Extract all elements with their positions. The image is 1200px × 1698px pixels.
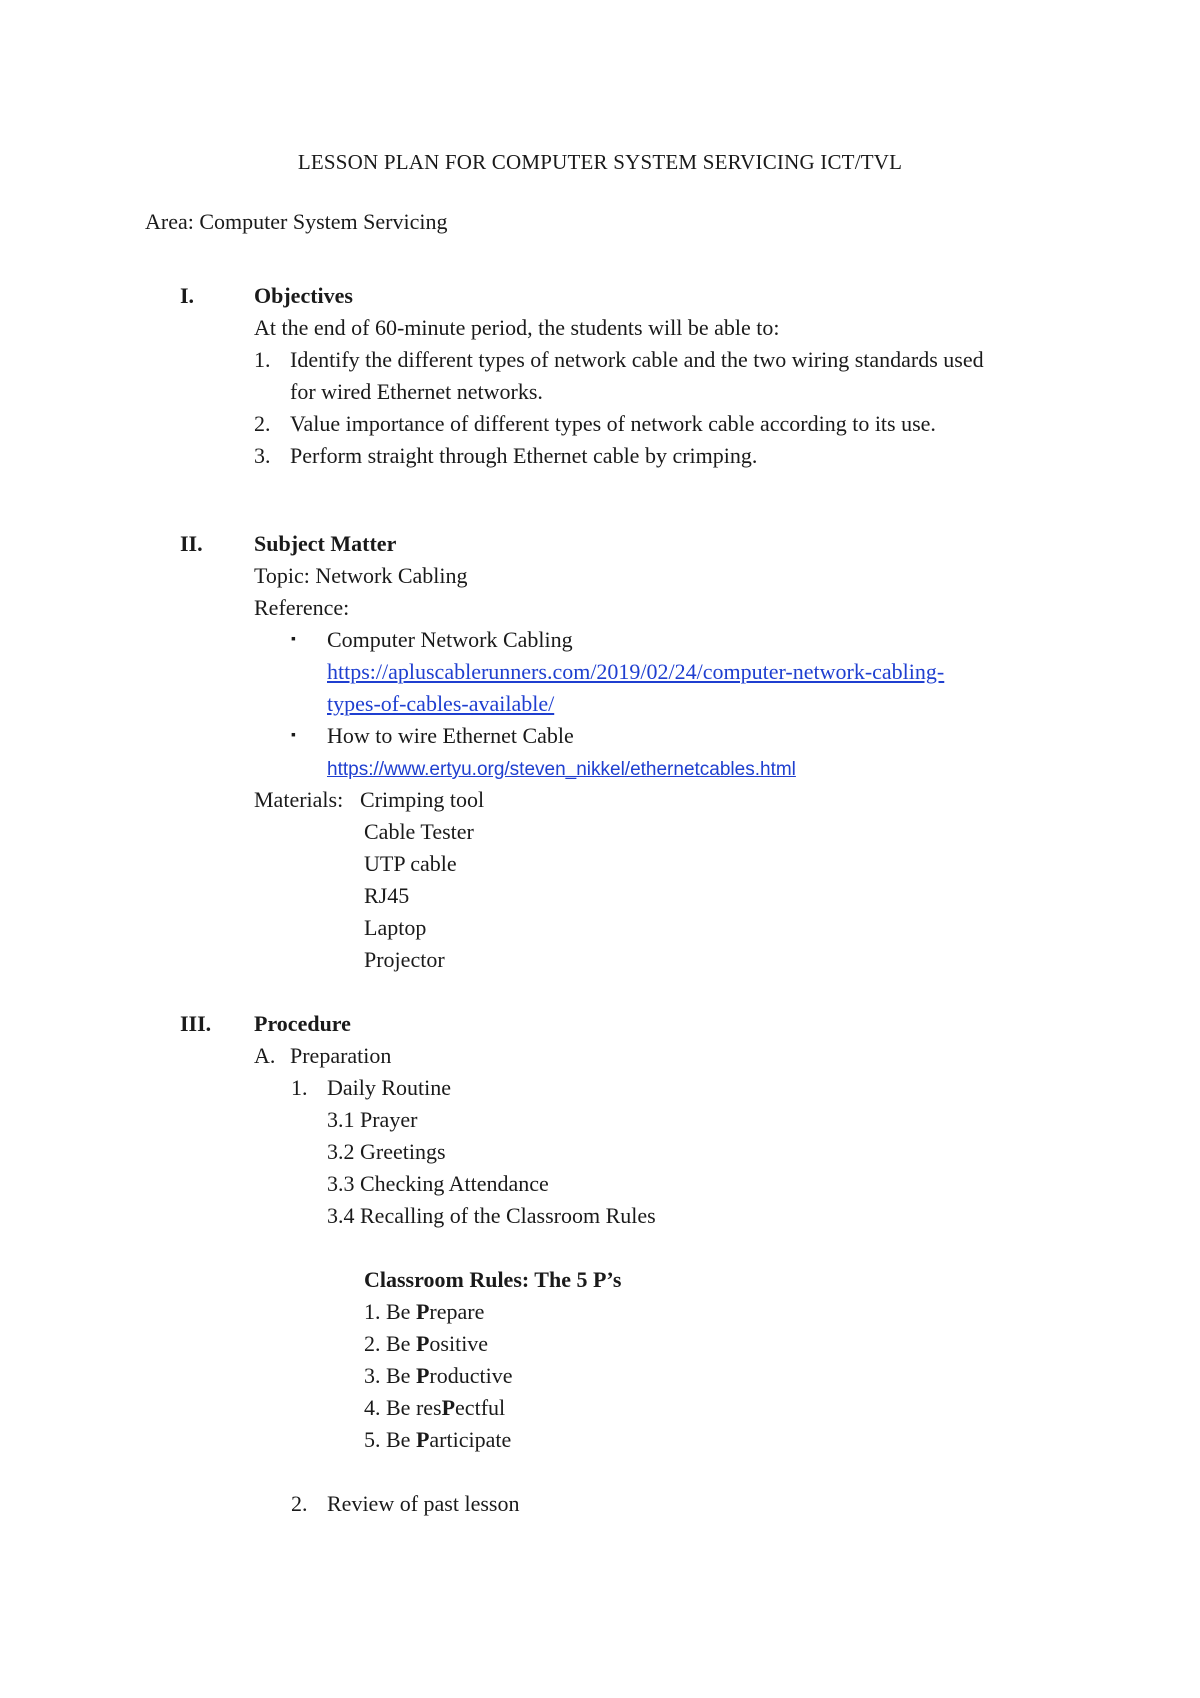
area-line: Area: Computer System Servicing	[145, 209, 448, 234]
rule-prefix: 1. Be	[364, 1299, 416, 1324]
reference-link-line[interactable]	[327, 752, 796, 786]
rule-bold-letter: P	[415, 1299, 430, 1324]
rule-bold-letter: P	[415, 1363, 430, 1388]
routine-item: 3.1 Prayer	[327, 1107, 418, 1132]
step-number: 2.	[291, 1491, 308, 1516]
material-item: RJ45	[364, 883, 410, 908]
objective-text-continued: for wired Ethernet networks.	[290, 379, 543, 404]
rule-prefix: 5. Be	[364, 1427, 416, 1452]
classroom-rules-heading: Classroom Rules: The 5 P’s	[364, 1267, 622, 1292]
document-title: LESSON PLAN FOR COMPUTER SYSTEM SERVICING ICT/TVL	[297, 150, 903, 174]
section-number-objectives: I.	[180, 283, 195, 308]
step-label: Daily Routine	[327, 1075, 452, 1100]
reference-link-continued[interactable]: types-of-cables-available/	[327, 691, 555, 716]
reference-link[interactable]: https://apluscablerunners.com/2019/02/24/computer-network-cabling-	[327, 659, 945, 684]
topic-line: Topic: Network Cabling	[254, 563, 468, 588]
step-number: 1.	[291, 1075, 308, 1100]
section-heading-objectives: Objectives	[254, 283, 353, 308]
material-item: Laptop	[364, 915, 427, 940]
part-letter: A.	[254, 1043, 276, 1068]
routine-item: 3.4 Recalling of the Classroom Rules	[327, 1203, 656, 1228]
reference-link[interactable]: https://www.ertyu.org/steven_nikkel/ethernetcables.html	[327, 759, 796, 780]
objective-number: 1.	[254, 347, 271, 372]
square-bullet-icon: ▪	[291, 728, 296, 743]
section-heading-subject-matter: Subject Matter	[254, 531, 397, 556]
classroom-rule	[364, 1360, 513, 1392]
part-label: Preparation	[290, 1043, 392, 1068]
section-number-subject-matter: II.	[180, 531, 203, 556]
material-item: Crimping tool	[360, 787, 485, 812]
rule-suffix: roductive	[429, 1363, 513, 1388]
rule-prefix: 3. Be	[364, 1363, 416, 1388]
reference-link-line[interactable]	[327, 688, 554, 720]
rule-bold-letter: P	[415, 1331, 430, 1356]
rule-bold-letter: P	[415, 1427, 430, 1452]
rule-suffix: repare	[429, 1299, 485, 1324]
materials-label: Materials:	[254, 787, 344, 812]
material-item: Projector	[364, 947, 445, 972]
objective-number: 2.	[254, 411, 271, 436]
rule-prefix: 2. Be	[364, 1331, 416, 1356]
reference-label: Reference:	[254, 595, 350, 620]
section-heading-procedure: Procedure	[254, 1011, 351, 1036]
rule-bold-letter: P	[441, 1395, 456, 1420]
classroom-rule	[364, 1328, 488, 1360]
classroom-rule	[364, 1424, 511, 1456]
classroom-rule	[364, 1296, 484, 1328]
objective-text: Identify the different types of network cable and the two wiring standards used	[290, 347, 984, 372]
objectives-intro: At the end of 60-minute period, the students will be able to:	[254, 315, 780, 340]
reference-title: Computer Network Cabling	[327, 627, 573, 652]
section-number-procedure: III.	[180, 1011, 212, 1036]
objective-number: 3.	[254, 443, 271, 468]
square-bullet-icon: ▪	[291, 632, 296, 647]
routine-item: 3.2 Greetings	[327, 1139, 446, 1164]
objective-text: Value importance of different types of network cable according to its use.	[290, 411, 936, 436]
routine-item: 3.3 Checking Attendance	[327, 1171, 549, 1196]
rule-suffix: articipate	[429, 1427, 512, 1452]
material-item: Cable Tester	[364, 819, 474, 844]
step-label: Review of past lesson	[327, 1491, 520, 1516]
rule-prefix: 4. Be res	[364, 1395, 442, 1420]
reference-link-line[interactable]	[327, 656, 944, 688]
material-item: UTP cable	[364, 851, 457, 876]
rule-suffix: ositive	[429, 1331, 489, 1356]
classroom-rule	[364, 1392, 505, 1424]
rule-suffix: ectful	[455, 1395, 506, 1420]
objective-text: Perform straight through Ethernet cable by crimping.	[290, 443, 758, 468]
reference-title: How to wire Ethernet Cable	[327, 723, 574, 748]
